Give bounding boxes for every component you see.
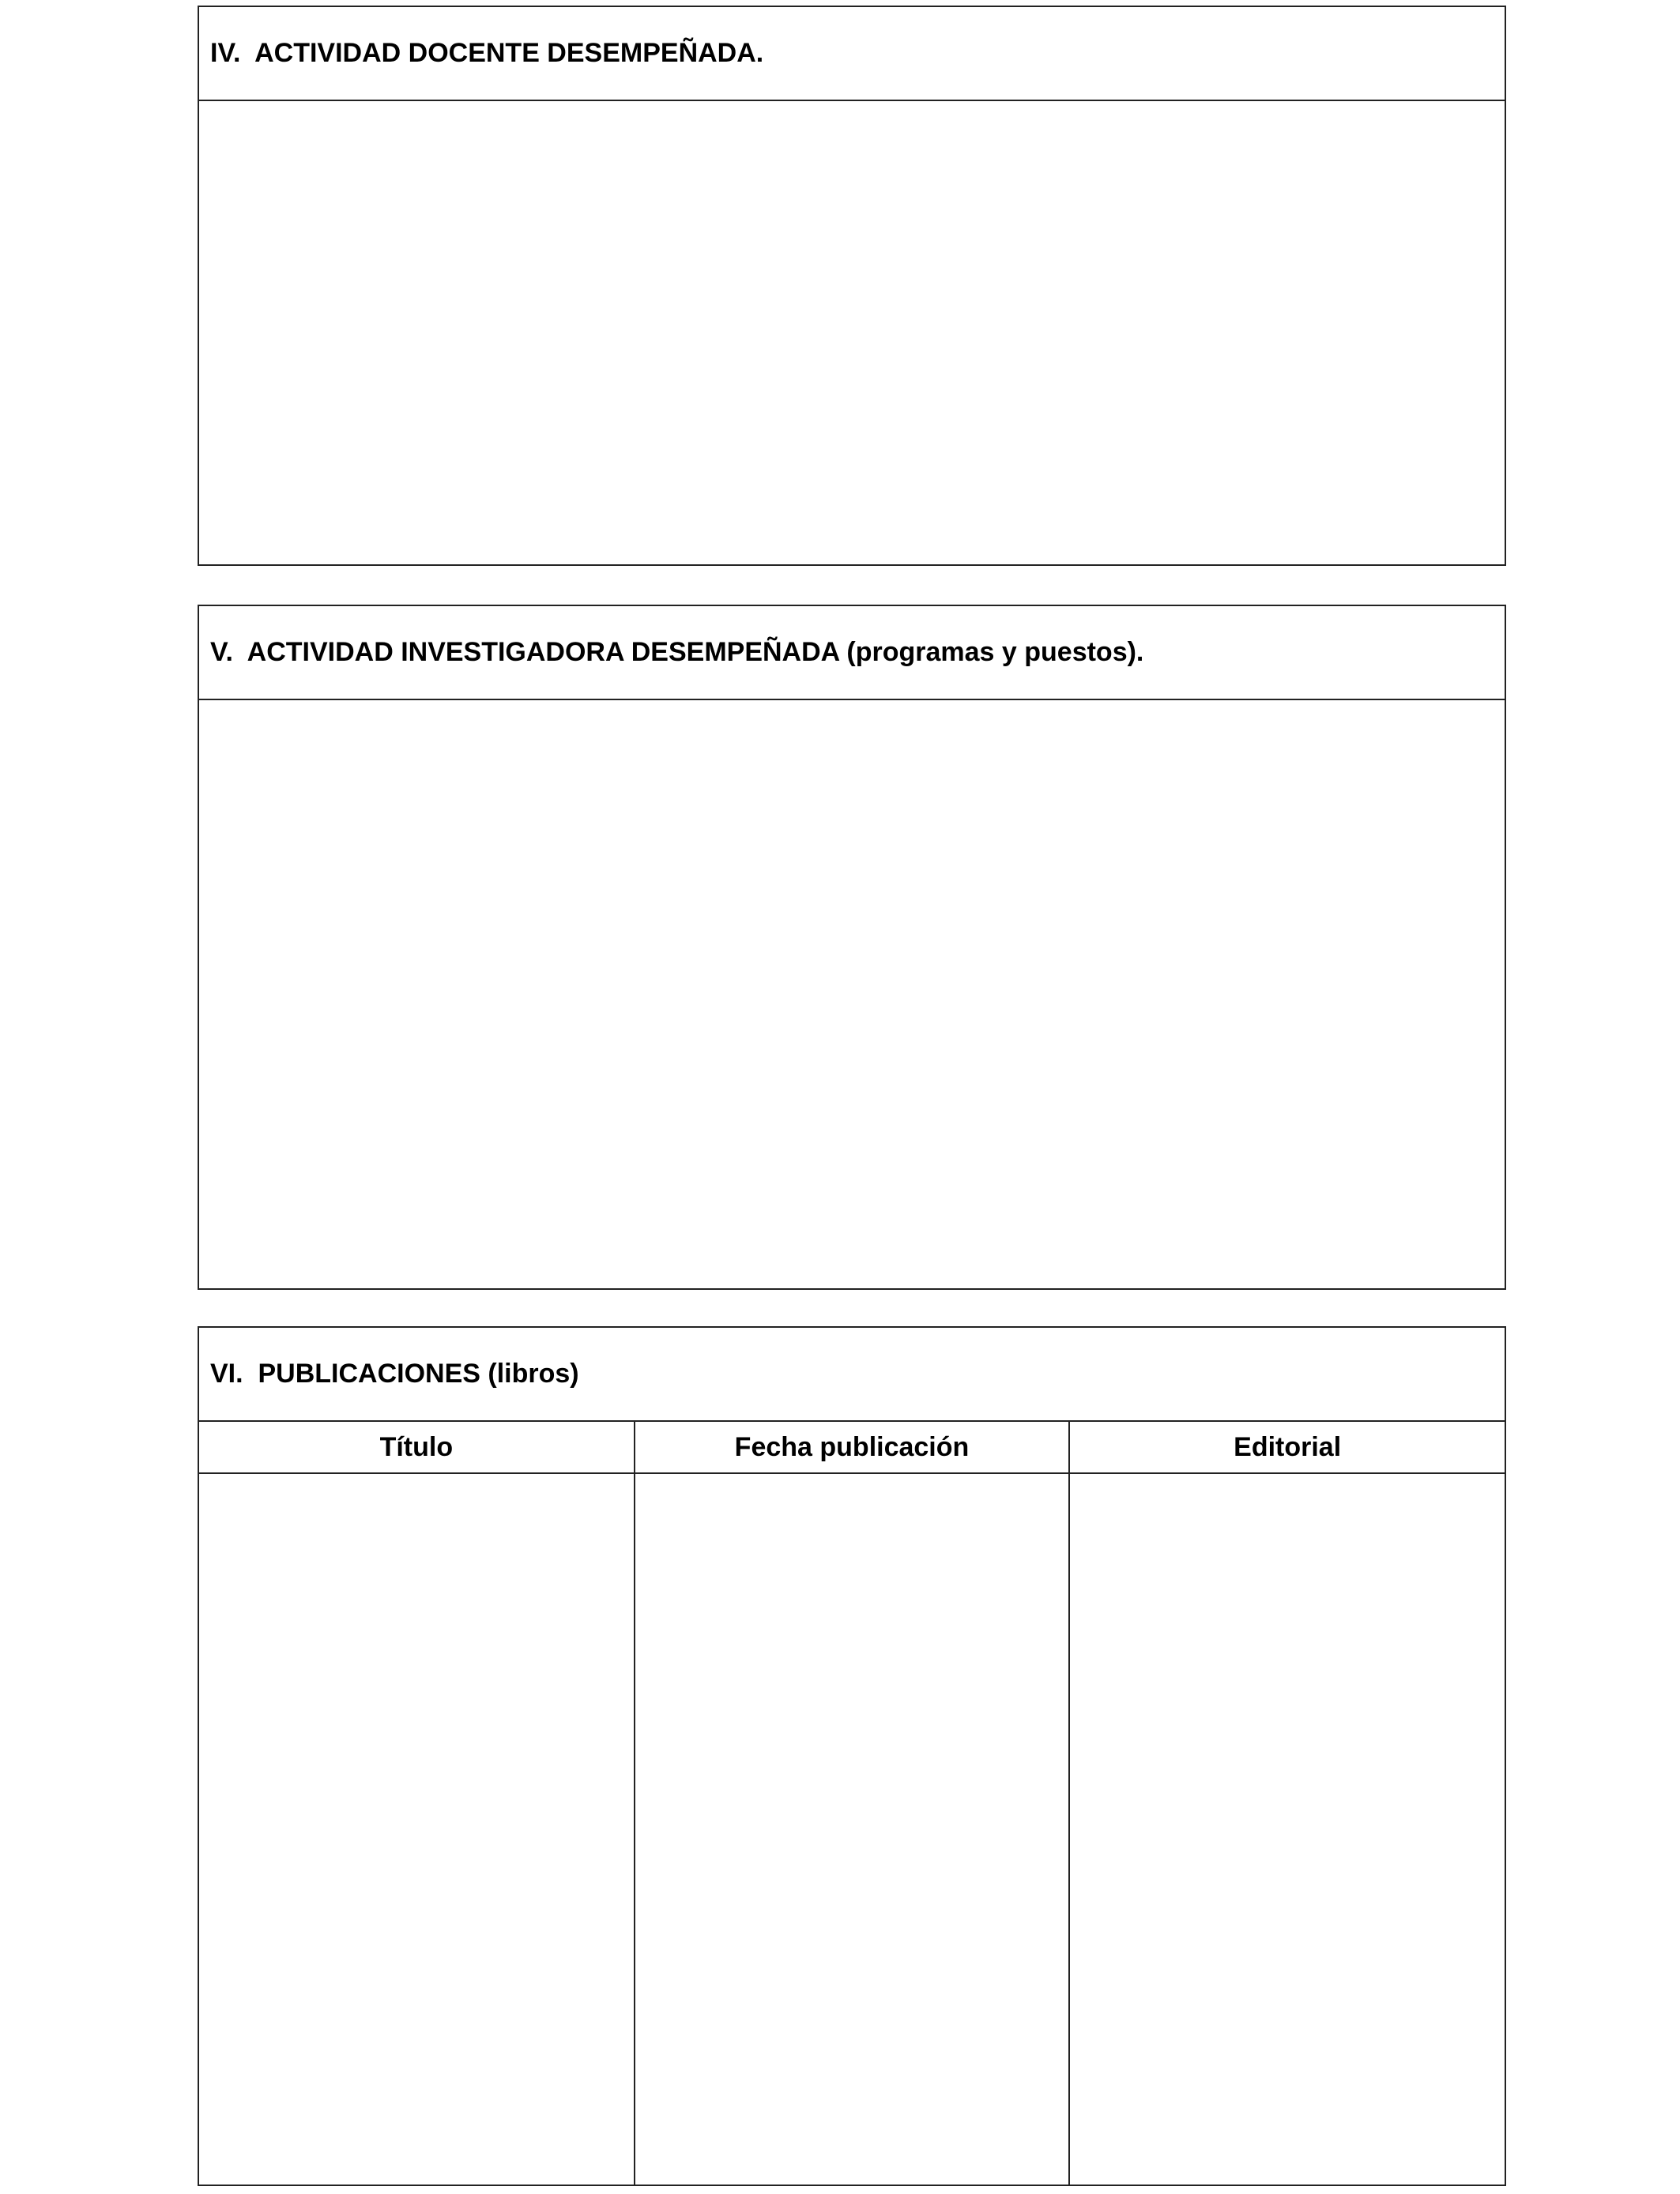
column-header-titulo: Título xyxy=(199,1422,635,1473)
section-title: VI. PUBLICACIONES (libros) xyxy=(210,1359,579,1389)
editorial-cell[interactable] xyxy=(1069,1473,1505,2185)
table-header-row xyxy=(199,1422,1505,1473)
table-row xyxy=(199,1473,1505,2185)
titulo-cell[interactable] xyxy=(199,1473,635,2185)
section-title: IV. ACTIVIDAD DOCENTE DESEMPEÑADA. xyxy=(210,38,764,68)
section-header xyxy=(199,1328,1505,1422)
section-actividad-investigadora xyxy=(198,605,1506,1290)
section-title: V. ACTIVIDAD INVESTIGADORA DESEMPEÑADA (programas y puestos). xyxy=(210,637,1144,667)
column-header-editorial: Editorial xyxy=(1069,1422,1505,1473)
section-publicaciones xyxy=(198,1326,1506,2186)
section-header xyxy=(199,606,1505,700)
column-header-fecha-publicacion: Fecha publicación xyxy=(635,1422,1070,1473)
fecha-publicacion-cell[interactable] xyxy=(635,1473,1070,2185)
publicaciones-table xyxy=(199,1422,1505,2185)
section-header xyxy=(199,7,1505,101)
section-actividad-docente xyxy=(198,6,1506,566)
